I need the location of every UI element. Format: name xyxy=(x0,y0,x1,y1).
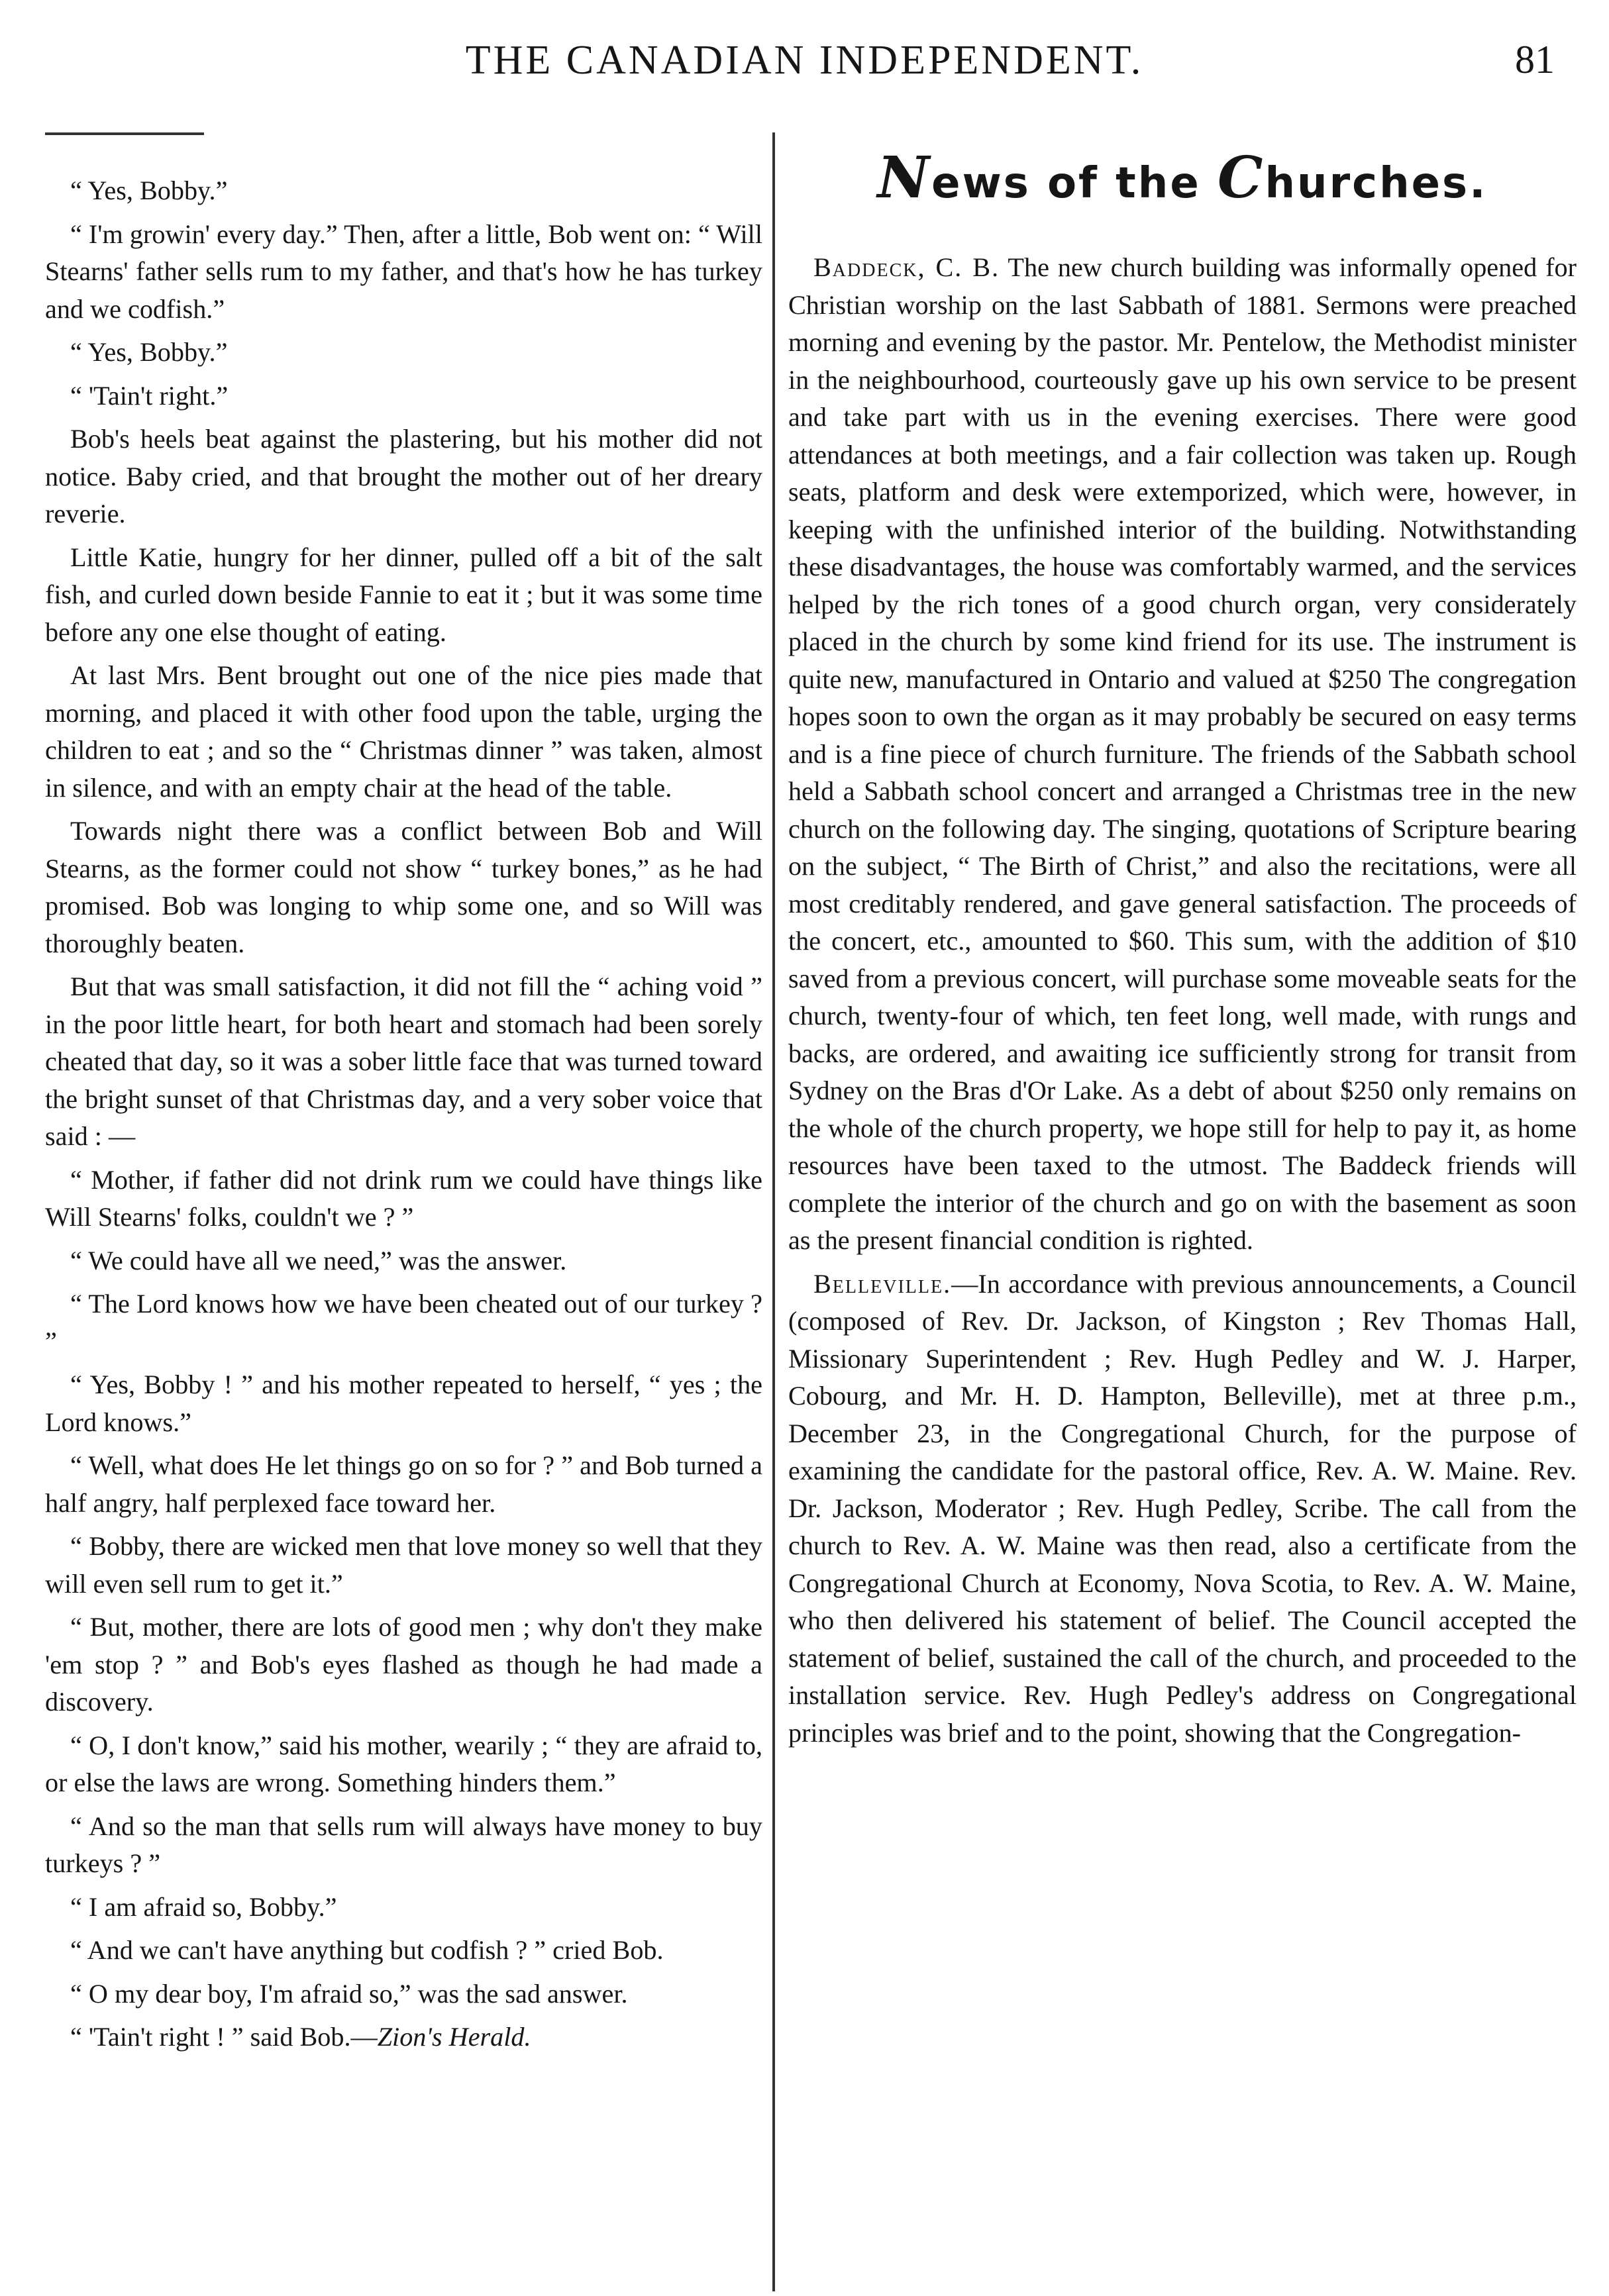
page-header xyxy=(0,25,1609,98)
story-paragraph: Bob's heels beat against the plastering, but his mother did not notice. Baby cried, and that brought the mother out of her dreary reverie. xyxy=(45,424,762,528)
story-paragraph: “ And so the man that sells rum will always have money to buy turkeys ? ” xyxy=(45,1811,762,1878)
story-paragraph: Little Katie, hungry for her dinner, pulled off a bit of the salt fish, and curled down beside Fannie to eat it ; but it was some time before any one else thought of eating. xyxy=(45,542,762,647)
story-paragraph: “ O, I don't know,” said his mother, wearily ; “ they are afraid to, or else the laws are wrong. Something hinders them.” xyxy=(45,1730,762,1797)
column-divider xyxy=(772,132,775,2291)
story-paragraph: “ And we can't have anything but codfish ? ” cried Bob. xyxy=(70,1935,664,1965)
news-item-baddeck xyxy=(788,249,1577,1260)
story-paragraph: “ 'Tain't right.” xyxy=(70,380,229,411)
story-paragraph: Towards night there was a conflict between Bob and Will Stearns, as the former could not show “ turkey bones,” as he had promised. Bob was longing to whip some one, and so Will was thoroughly beaten. xyxy=(45,816,762,958)
section-heading xyxy=(788,144,1577,211)
heading-end: hurches. xyxy=(1265,159,1488,208)
story-paragraph: “ Mother, if father did not drink rum we could have things like Will Stearns' folks, couldn't we ? ” xyxy=(45,1164,762,1232)
story-paragraph: “ O my dear boy, I'm afraid so,” was the sad answer. xyxy=(70,1978,628,2009)
story-column xyxy=(45,172,762,2056)
story-paragraph: “ Yes, Bobby ! ” and his mother repeated to herself, “ yes ; the Lord knows.” xyxy=(45,1370,762,1437)
heading-middle: ews of the xyxy=(931,159,1218,208)
journal-title: THE CANADIAN INDEPENDENT. xyxy=(465,38,1144,83)
story-paragraph: “ The Lord knows how we have been cheated out of our turkey ? ” xyxy=(45,1289,762,1356)
header-rule xyxy=(45,132,204,135)
news-place: Baddeck, C. B. xyxy=(813,252,1000,282)
story-closing xyxy=(45,2019,762,2056)
story-paragraph: At last Mrs. Bent brought out one of the nice pies made that morning, and placed it with other food upon the table, urging the children to eat ; and so the “ Christmas dinner ” was taken, almost in silence, and with an empty chair at the head of the table. xyxy=(45,660,762,803)
news-text: The new church building was informally opened for Christian worship on the last Sabbath of 1881. Sermons were preached morning and evening by the pastor. Mr. Pentelow, the Methodist minister in the neighbourhood, courteously gave up his own service to be present and take part with us in the evening exercises. There were good attendances at both meetings, and a fair collection was taken up. Rough seats, platform and desk were extemporized, which were, however, in keeping with the unfinished interior of the building. Notwithstanding these disadvantages, the house was comfortably warmed, and the services helped by the rich tones of a good church organ, very considerately placed in the church by some kind friend for its use. The instrument is quite new, manufactured in Ontario and valued at $250 The congregation hopes soon to own the organ as it may probably be secured on easy terms and is a fine piece of church furniture. The friends of the Sabbath school held a Sabbath school concert and arranged a Christmas tree in the new church on the following day. The singing, quotations of Scripture bearing on the subject, “ The Birth of Christ,” and also the recitations, were all most creditably rendered, and gave general satisfaction. The proceeds of the concert, etc., amounted to $60. This sum, with the addition of $10 saved from a previous concert, will purchase some moveable seats for the church, twenty-four of which, ten feet long, well made, with rungs and backs, are ordered, and awaiting ice sufficiently strong for transit from Sydney on the Bras d'Or Lake. As a debt of about $250 only remains on the whole of the church property, we hope still for help to pay it, as home resources have been taxed to the utmost. The Baddeck friends will complete the interior of the church and go on with the basement as soon as the present financial condition is righted. xyxy=(788,252,1577,1255)
story-paragraph: “ Bobby, there are wicked men that love money so well that they will even sell rum to get it.” xyxy=(45,1531,762,1599)
closing-quote: “ 'Tain't right ! ” said Bob.— xyxy=(70,2022,378,2052)
story-paragraph: “ But, mother, there are lots of good men ; why don't they make 'em stop ? ” and Bob's eyes flashed as though he had made a discovery. xyxy=(45,1612,762,1717)
news-item-belleville xyxy=(788,1266,1577,1752)
attribution: Zion's Herald. xyxy=(377,2022,531,2052)
page-number: 81 xyxy=(1515,38,1555,81)
heading-initial-c: C xyxy=(1218,144,1265,211)
news-text: —In accordance with previous announcements, a Council (composed of Rev. Dr. Jackson, of Kingston ; Rev Thomas Hall, Missionary Superintendent ; Rev. Hugh Pedley and W. J. Harper, Cobourg, and Mr. H. D. Hampton, Belleville), met at three p.m., December 23, in the Congregational Church, for the purpose of examining the candidate for the pastoral office, Rev. A. W. Maine. Rev. Dr. Jackson, Moderator ; Rev. Hugh Pedley, Scribe. The call from the church to Rev. A. W. Maine was then read, also a certificate from the Congregational Church at Economy, Nova Scotia, to Rev. A. W. Maine, who then delivered his statement of belief. The Council accepted the statement of belief, sustained the call of the church, and proceeded to the installation service. Rev. Hugh Pedley's address on Congregational principles was brief and to the point, showing that the Congregation- xyxy=(788,1268,1577,1748)
story-paragraph: “ Yes, Bobby.” xyxy=(70,175,228,205)
news-column xyxy=(788,144,1577,1752)
story-paragraph: “ We could have all we need,” was the answer. xyxy=(70,1245,567,1275)
news-place: Belleville. xyxy=(813,1268,952,1299)
story-paragraph: “ Well, what does He let things go on so for ? ” and Bob turned a half angry, half perplexed face toward her. xyxy=(45,1450,762,1518)
story-paragraph: “ I am afraid so, Bobby.” xyxy=(70,1891,337,1922)
story-paragraph: “ I'm growin' every day.” Then, after a little, Bob went on: “ Will Stearns' father sells rum to my father, and that's how he has turkey and we codfish.” xyxy=(45,219,762,324)
heading-initial-n: N xyxy=(877,144,932,211)
story-paragraph: “ Yes, Bobby.” xyxy=(70,337,228,367)
story-paragraph: But that was small satisfaction, it did not fill the “ aching void ” in the poor little heart, for both heart and stomach had been sorely cheated that day, so it was a sober little face that was turned toward the bright sunset of that Christmas day, and a very sober voice that said : — xyxy=(45,972,762,1151)
